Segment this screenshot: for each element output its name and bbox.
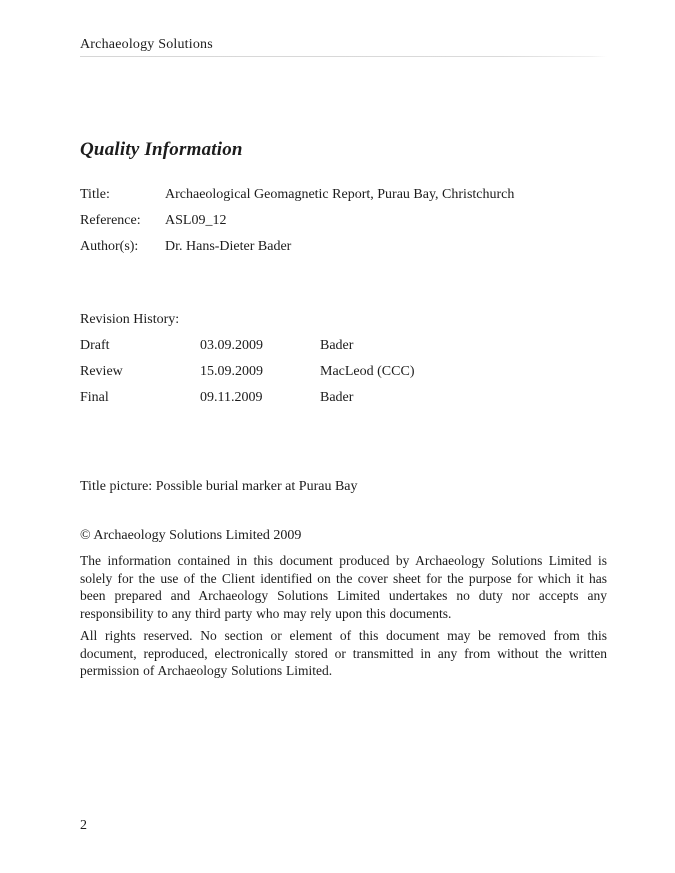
legal-paragraph-2: All rights reserved. No section or element of this document may be removed from this document, reproduced, electronically stored or transmitted in any from without the written permission of Archaeology Solutions Limited. (80, 628, 607, 678)
header-brand: Archaeology Solutions (80, 37, 213, 52)
revision-date: 03.09.2009 (200, 338, 263, 353)
document-meta (80, 187, 607, 255)
meta-value: Dr. Hans-Dieter Bader (165, 239, 292, 254)
header-rule (80, 56, 607, 57)
meta-label: Author(s): (80, 239, 139, 254)
revision-row-review (80, 364, 607, 380)
revision-person: Bader (320, 390, 354, 405)
revision-row-final (80, 390, 607, 406)
page-header (80, 0, 607, 57)
meta-row-authors (80, 239, 607, 255)
meta-label: Title: (80, 187, 110, 202)
meta-value: Archaeological Geomagnetic Report, Purau Bay, Christchurch (165, 187, 515, 202)
meta-row-title (80, 187, 607, 203)
revision-stage: Draft (80, 338, 110, 353)
title-picture-caption: Title picture: Possible burial marker at Purau Bay (80, 479, 358, 494)
revision-history-heading: Revision History: (80, 312, 180, 327)
revision-row-draft (80, 338, 607, 354)
revision-history-table (80, 338, 607, 406)
revision-person: Bader (320, 338, 354, 353)
legal-paragraph-1: The information contained in this document produced by Archaeology Solutions Limited is solely for the use of the Client identified on the cover sheet for the purpose for which it has been prepared and Archaeology Solutions Limited undertakes no duty nor accepts any responsibility to any third party who may rely upon this documents. (80, 553, 607, 621)
section-title: Quality Information (80, 139, 243, 160)
meta-row-reference (80, 213, 607, 229)
revision-stage: Final (80, 390, 109, 405)
revision-date: 09.11.2009 (200, 390, 263, 405)
revision-stage: Review (80, 364, 123, 379)
meta-label: Reference: (80, 213, 141, 228)
revision-date: 15.09.2009 (200, 364, 263, 379)
page-number: 2 (80, 818, 87, 833)
revision-person: MacLeod (CCC) (320, 364, 415, 379)
meta-value: ASL09_12 (165, 213, 227, 228)
copyright-notice: © Archaeology Solutions Limited 2009 (80, 528, 302, 543)
